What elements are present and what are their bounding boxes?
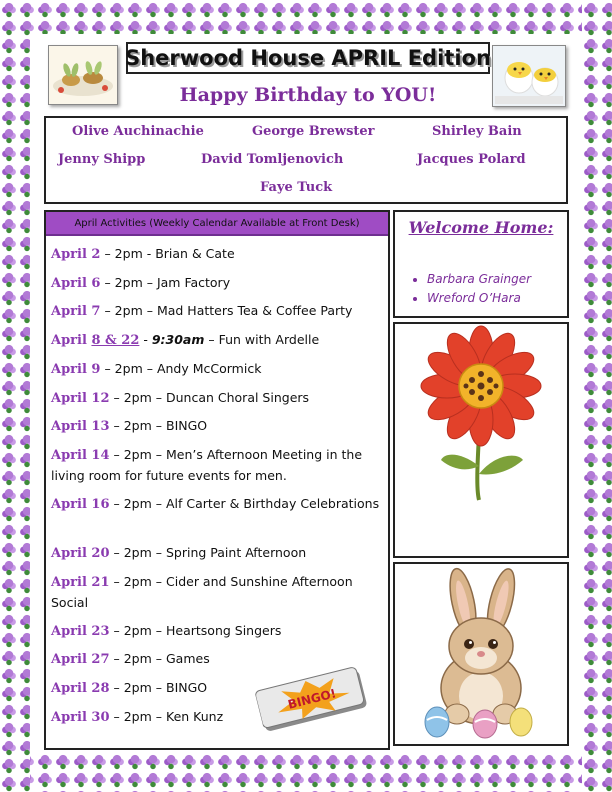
welcome-list [415, 270, 531, 308]
activities-header [46, 212, 388, 236]
bunny-illustration [395, 564, 567, 744]
activity-text: – 2pm – BINGO [109, 680, 208, 695]
activity-text: – 2pm – Games [109, 651, 210, 666]
birthday-name: Olive Auchinachie [72, 124, 204, 139]
activity-item [51, 330, 383, 351]
activity-date: April 20 [51, 546, 110, 561]
welcome-box [393, 210, 569, 318]
flower-illustration-box [393, 322, 569, 558]
activity-text: – 2pm – Andy McCormick [100, 361, 262, 376]
activity-date: April 6 [51, 276, 101, 291]
welcome-name: • Barbara Grainger [427, 270, 531, 289]
newsletter-title: Sherwood House APRIL Edition [125, 46, 491, 70]
activity-item [51, 301, 383, 322]
activity-separator: - [139, 332, 152, 347]
activity-text: – 2pm – Ken Kunz [109, 709, 224, 724]
flower-illustration [395, 324, 567, 556]
activity-date: April 28 [51, 681, 110, 696]
food-photo-left [48, 45, 118, 105]
activity-item [51, 273, 383, 294]
activity-item [51, 445, 383, 486]
activity-item [51, 621, 383, 642]
egg-chick-photo-right [492, 45, 566, 107]
activities-header-text: April Activities (Weekly Calendar Available at Front Desk) [74, 217, 360, 229]
activity-date: April 7 [51, 304, 101, 319]
activity-date: April 16 [51, 497, 110, 512]
activity-date: April 21 [51, 575, 110, 590]
activity-item [51, 388, 383, 409]
activity-date: April 23 [51, 624, 110, 639]
flower-border-left [0, 0, 30, 792]
activity-date: April 9 [51, 362, 101, 377]
birthday-name: David Tomljenovich [201, 152, 344, 167]
flower-border-right [582, 0, 612, 792]
activity-item [51, 494, 383, 515]
activity-date: April 12 [51, 391, 110, 406]
activity-date: April 14 [51, 448, 110, 463]
activity-text: – 2pm – Alf Carter & Birthday Celebrations [109, 496, 380, 511]
newsletter-title-box [126, 42, 490, 74]
birthday-name: Jenny Shipp [58, 152, 146, 167]
activity-date: April 30 [51, 710, 110, 725]
activity-text: – 2pm – Duncan Choral Singers [109, 390, 310, 405]
welcome-title: Welcome Home: [408, 218, 554, 237]
activity-text: – 2pm – BINGO [109, 418, 208, 433]
activity-text: – 2pm – Spring Paint Afternoon [109, 545, 307, 560]
flower-border-top [0, 0, 612, 34]
birthday-heading: Happy Birthday to YOU! [179, 84, 437, 106]
activity-item [51, 649, 383, 670]
activity-item [51, 359, 383, 380]
activity-date: April [51, 333, 92, 348]
bunny-illustration-box [393, 562, 569, 746]
activity-text: – 2pm – Men’s Afternoon Meeting in the living room for future events for men. [51, 447, 363, 483]
birthday-name: Faye Tuck [260, 180, 333, 195]
activity-item [51, 416, 383, 437]
activity-date: April 27 [51, 652, 110, 667]
activity-item [51, 244, 383, 265]
activity-text: – 2pm – Cider and Sunshine Afternoon Social [51, 574, 353, 610]
birthday-names-box [44, 116, 568, 204]
birthday-name: George Brewster [252, 124, 375, 139]
birthday-name: Shirley Bain [432, 124, 522, 139]
activity-time: 9:30am [151, 332, 205, 347]
activity-date: April 2 [51, 247, 101, 262]
flower-border-bottom [0, 752, 612, 792]
activity-text: – 2pm – Heartsong Singers [109, 623, 282, 638]
activity-date: April 13 [51, 419, 110, 434]
bingo-card-text: BINGO! [286, 686, 338, 712]
activity-text: – 2pm - Brian & Cate [100, 246, 235, 261]
activity-text: – 2pm – Jam Factory [100, 275, 231, 290]
activity-text: – 2pm – Mad Hatters Tea & Coffee Party [100, 303, 353, 318]
birthday-name: Jacques Polard [417, 152, 526, 167]
activity-item [51, 543, 383, 564]
activity-date-underlined: 8 & 22 [91, 333, 140, 348]
activity-item [51, 572, 383, 613]
welcome-name: • Wreford O’Hara [427, 289, 531, 308]
activity-text: – Fun with Ardelle [204, 332, 320, 347]
